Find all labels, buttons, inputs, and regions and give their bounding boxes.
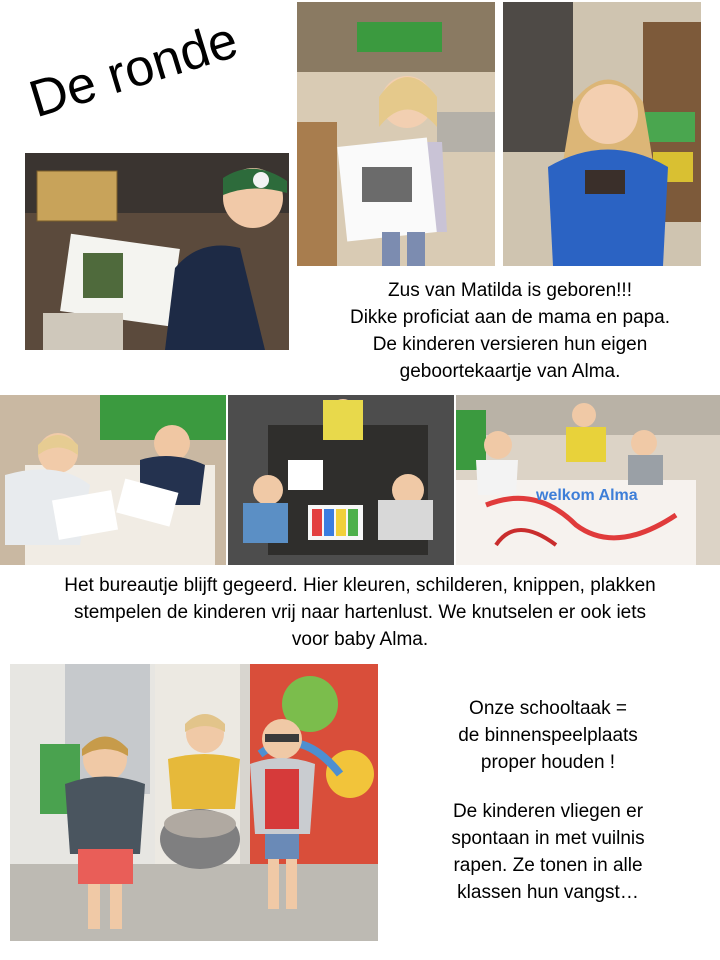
caption-line: rapen. Ze tonen in alle (453, 855, 643, 876)
caption-line: De kinderen vliegen er (452, 801, 644, 822)
photo-kids-with-bucket (10, 664, 378, 941)
photo-girl-holding-card (297, 2, 495, 266)
page-title: De ronde (22, 11, 245, 130)
caption-line: Onze schooltaak = (469, 698, 627, 719)
photo-welcome-poster (456, 395, 720, 565)
photo-crafting-table (228, 395, 454, 565)
caption-line: De kinderen versieren hun eigen (372, 334, 648, 355)
caption-line: proper houden ! (480, 752, 616, 773)
caption-line: de binnenspeelplaats (458, 725, 638, 746)
caption-line: stempelen de kinderen vrij naar hartenlust. We knutselen er ook iets (73, 602, 647, 623)
welcome-poster-text: welkom Alma (536, 487, 638, 504)
caption-line: spontaan in met vuilnis (451, 828, 645, 849)
caption-trash-collection (398, 798, 698, 906)
caption-line: voor baby Alma. (291, 629, 429, 650)
photo-boy-with-card (25, 153, 289, 350)
caption-birth-announcement (300, 277, 720, 385)
caption-school-task (398, 695, 698, 776)
caption-line: klassen hun vangst… (457, 882, 639, 903)
caption-line: geboortekaartje van Alma. (399, 361, 621, 382)
caption-line: Het bureautje blijft gegeerd. Hier kleuren, schilderen, knippen, plakken (64, 575, 656, 596)
photo-girl-blue-shirt (503, 2, 701, 266)
caption-crafting-desk (0, 572, 720, 653)
caption-line: Zus van Matilda is geboren!!! (388, 280, 632, 301)
photo-kids-drawing (0, 395, 226, 565)
caption-line: Dikke proficiat aan de mama en papa. (349, 307, 670, 328)
